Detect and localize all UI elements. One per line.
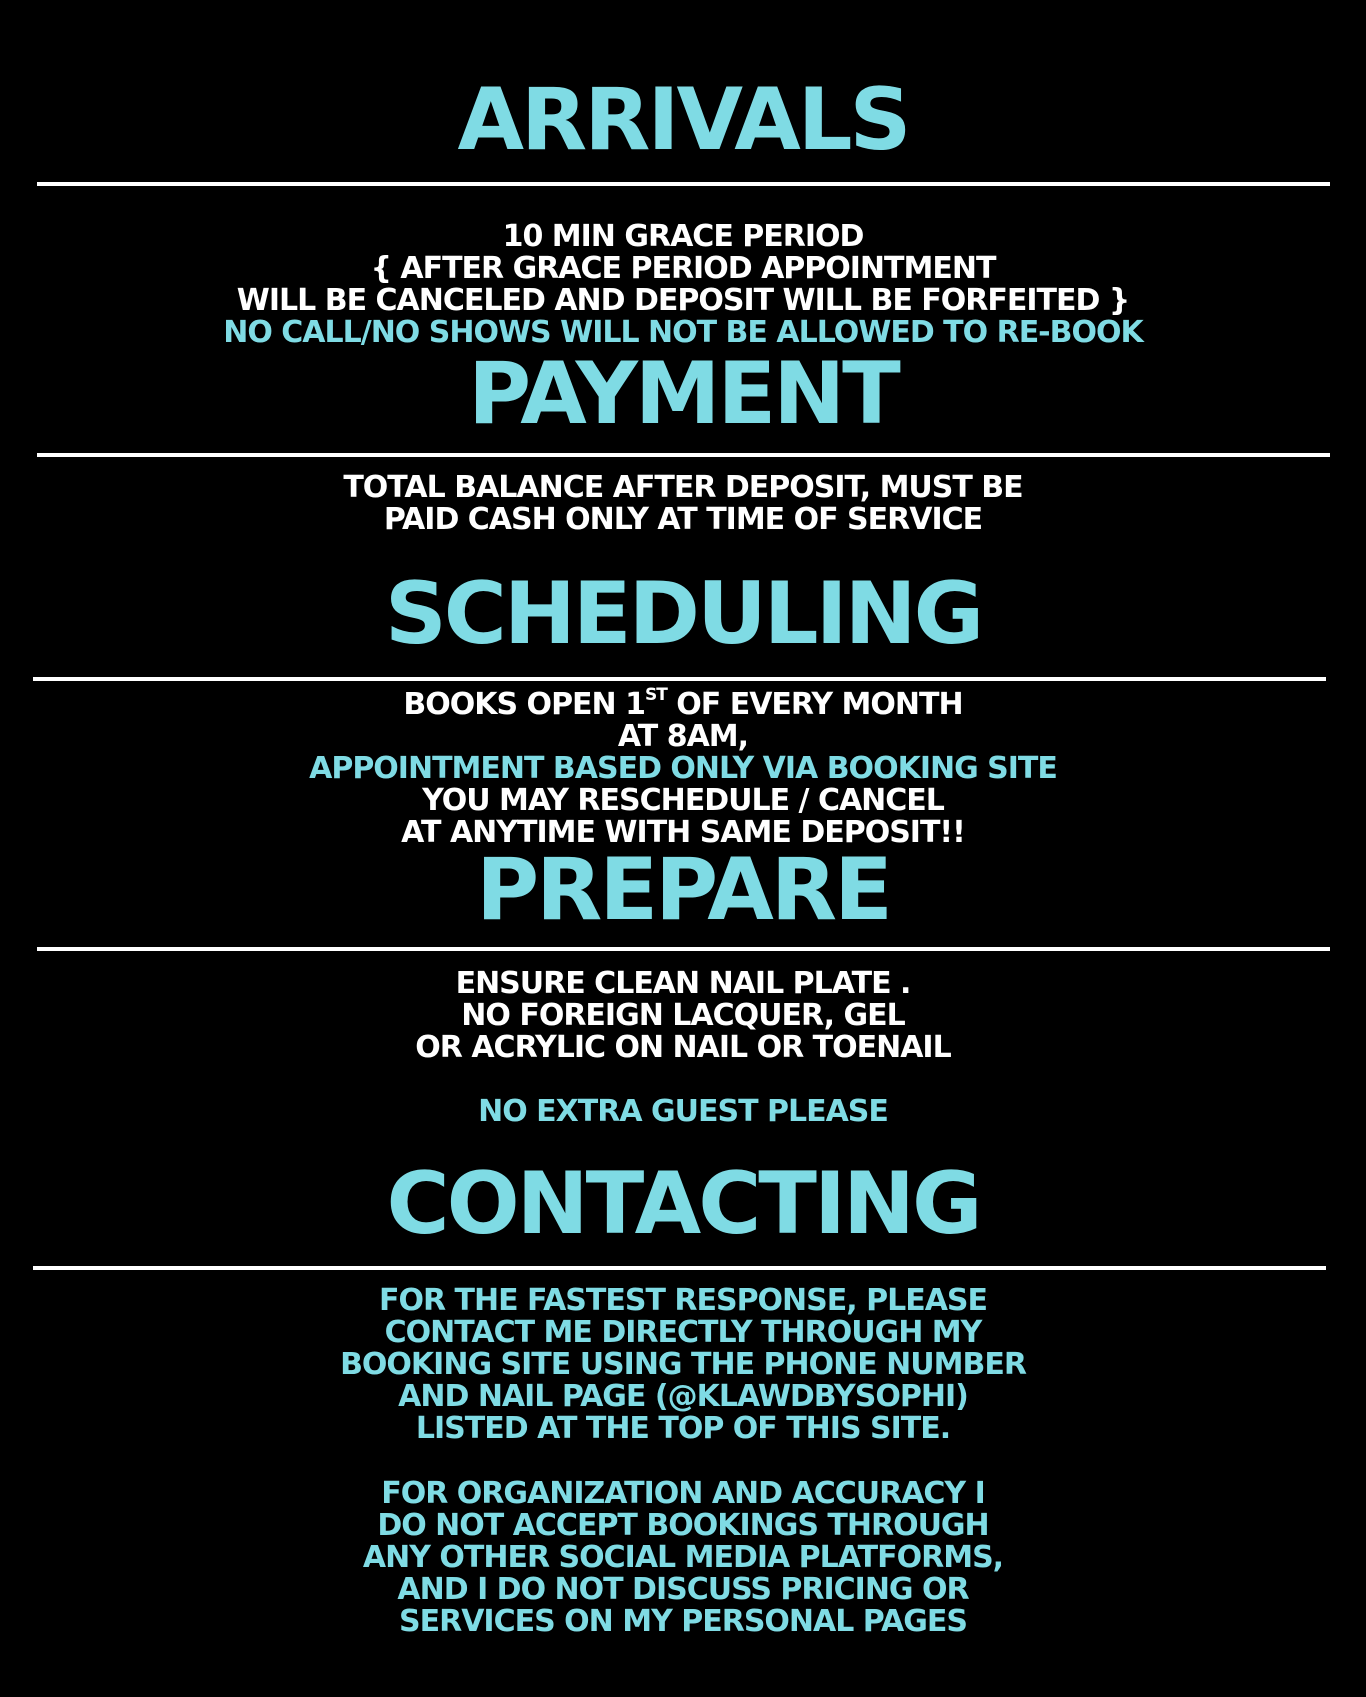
contacting-line: ANY OTHER SOCIAL MEDIA PLATFORMS, <box>362 1540 1004 1575</box>
contacting-line: AND NAIL PAGE (@KLAWDBYSOPHI) <box>398 1379 968 1414</box>
payment-heading: PAYMENT <box>468 344 898 444</box>
contacting-heading: CONTACTING <box>386 1154 980 1254</box>
scheduling-time: AT 8AM, <box>617 719 749 754</box>
payment-cash-line: PAID CASH ONLY AT TIME OF SERVICE <box>383 502 983 537</box>
arrivals-heading: ARRIVALS <box>457 70 909 170</box>
scheduling-reschedule-note: YOU MAY RESCHEDULE / CANCEL <box>422 783 944 818</box>
arrivals-after-grace: { AFTER GRACE PERIOD APPOINTMENT <box>370 251 996 286</box>
scheduling-booking-site-note: APPOINTMENT BASED ONLY VIA BOOKING SITE <box>309 751 1057 786</box>
prepare-no-foreign-lacquer: NO FOREIGN LACQUER, GEL <box>461 998 905 1033</box>
scheduling-deposit-note: AT ANYTIME WITH SAME DEPOSIT!! <box>401 815 965 850</box>
arrivals-forfeit-notice: WILL BE CANCELED AND DEPOSIT WILL BE FORFEITED } <box>236 283 1130 318</box>
contacting-line: FOR THE FASTEST RESPONSE, PLEASE <box>378 1283 988 1318</box>
prepare-clean-plate: ENSURE CLEAN NAIL PLATE . <box>455 966 911 1001</box>
prepare-no-acrylic: OR ACRYLIC ON NAIL OR TOENAIL <box>415 1030 951 1065</box>
contacting-line: FOR ORGANIZATION AND ACCURACY I <box>381 1476 985 1511</box>
contacting-line: LISTED AT THE TOP OF THIS SITE. <box>415 1411 951 1446</box>
books-open-rest: OF EVERY MONTH <box>666 687 963 722</box>
prepare-heading: PREPARE <box>476 840 890 940</box>
contacting-divider <box>33 1266 1326 1270</box>
arrivals-no-show-notice: NO CALL/NO SHOWS WILL NOT BE ALLOWED TO RE-BOOK <box>223 315 1143 350</box>
prepare-no-extra-guest: NO EXTRA GUEST PLEASE <box>478 1094 888 1129</box>
contacting-line: DO NOT ACCEPT BOOKINGS THROUGH <box>377 1508 989 1543</box>
contacting-line: SERVICES ON MY PERSONAL PAGES <box>399 1604 967 1639</box>
arrivals-grace-period: 10 MIN GRACE PERIOD <box>502 219 864 254</box>
prepare-divider <box>37 947 1330 951</box>
payment-divider <box>37 453 1330 457</box>
ordinal-suffix: ST <box>644 685 667 705</box>
contacting-line: CONTACT ME DIRECTLY THROUGH MY <box>384 1315 982 1350</box>
scheduling-heading: SCHEDULING <box>384 564 982 664</box>
scheduling-divider <box>33 677 1326 681</box>
books-open-text: BOOKS OPEN 1 <box>403 687 645 722</box>
contacting-line: AND I DO NOT DISCUSS PRICING OR <box>397 1572 969 1607</box>
payment-balance-line: TOTAL BALANCE AFTER DEPOSIT, MUST BE <box>343 470 1023 505</box>
scheduling-books-open <box>0 685 1366 722</box>
contacting-line: BOOKING SITE USING THE PHONE NUMBER <box>340 1347 1026 1382</box>
arrivals-divider <box>37 182 1330 186</box>
